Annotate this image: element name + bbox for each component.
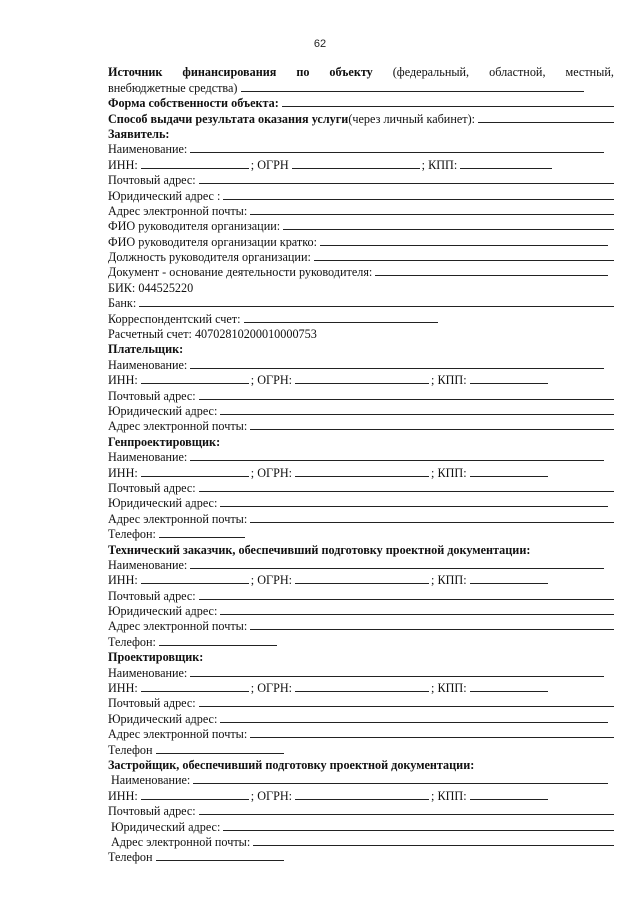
email-label: Адрес электронной почты: — [108, 511, 248, 526]
postal-label: Почтовый адрес: — [108, 480, 196, 495]
head-fio-short-label: ФИО руководителя организации кратко: — [108, 234, 318, 249]
designer-inn-field[interactable] — [141, 690, 249, 692]
funding-word: финансирования — [182, 65, 277, 80]
general-designer-email-field[interactable] — [250, 521, 614, 523]
payer-inn-field[interactable] — [141, 382, 249, 384]
applicant-email-field[interactable] — [250, 213, 614, 215]
name-label: Наименование: — [108, 557, 188, 572]
applicant-bank-field[interactable] — [139, 305, 614, 307]
general-designer-ids-line — [108, 464, 614, 479]
payer-name-line — [108, 356, 614, 371]
designer-phone-field[interactable] — [156, 752, 284, 754]
ogrn-label: ; ОГРН: — [250, 788, 293, 803]
developer-inn-field[interactable] — [141, 798, 249, 800]
applicant-email-line — [108, 203, 614, 218]
developer-phone-line — [108, 849, 614, 864]
developer-legal-line — [108, 818, 614, 833]
funding-word: местный, — [565, 65, 614, 80]
developer-email-field[interactable] — [253, 844, 614, 846]
email-label: Адрес электронной почты: — [108, 619, 248, 634]
applicant-postal-line — [108, 172, 614, 187]
payer-heading: Плательщик: — [108, 342, 184, 357]
payer-kpp-field[interactable] — [470, 382, 548, 384]
tech-customer-email-line — [108, 618, 614, 633]
kpp-label: ; КПП: — [431, 788, 467, 803]
general-designer-legal-field[interactable] — [220, 505, 608, 507]
inn-label: ИНН: — [108, 157, 138, 172]
designer-phone-line — [108, 741, 614, 756]
postal-label: Почтовый адрес: — [108, 696, 196, 711]
applicant-head-fio-field[interactable] — [283, 228, 614, 230]
head-fio-label: ФИО руководителя организации: — [108, 219, 281, 234]
email-label: Адрес электронной почты: — [108, 727, 248, 742]
designer-email-line — [108, 726, 614, 741]
developer-postal-line — [108, 803, 614, 818]
delivery-field[interactable] — [478, 121, 614, 123]
name-label: Наименование: — [108, 142, 188, 157]
inn-label: ИНН: — [108, 788, 138, 803]
payer-legal-line — [108, 403, 614, 418]
general-designer-phone-line — [108, 526, 614, 541]
applicant-head-fio-line — [108, 218, 614, 233]
applicant-head-fio-short-field[interactable] — [320, 244, 608, 246]
kpp-label: ; КПП: — [431, 681, 467, 696]
funding-label: внебюджетные средства) — [108, 80, 238, 95]
kpp-label: ; КПП: — [421, 157, 458, 172]
legal-label: Юридический адрес: — [108, 711, 218, 726]
tech-customer-postal-field[interactable] — [199, 598, 614, 600]
applicant-basis-doc-line — [108, 264, 614, 279]
payer-legal-field[interactable] — [220, 413, 614, 415]
applicant-legal-line — [108, 187, 614, 202]
name-label: Наименование: — [108, 665, 188, 680]
kpp-label: ; КПП: — [431, 373, 467, 388]
inn-label: ИНН: — [108, 373, 138, 388]
ogrn-label: ; ОГРН: — [250, 373, 293, 388]
general-designer-heading: Генпроектировщик: — [108, 434, 221, 449]
developer-legal-field[interactable] — [223, 829, 614, 831]
tech-customer-ids-line — [108, 572, 614, 587]
general-designer-phone-field[interactable] — [159, 536, 245, 538]
head-position-label: Должность руководителя организации: — [108, 250, 311, 265]
developer-phone-field[interactable] — [156, 859, 284, 861]
tech-customer-kpp-field[interactable] — [470, 582, 548, 584]
applicant-bank-line — [108, 295, 614, 310]
general-designer-name-line — [108, 449, 614, 464]
legal-label: Юридический адрес: — [111, 819, 221, 834]
designer-legal-line — [108, 710, 614, 725]
funding-word: (федеральный, — [392, 65, 470, 80]
developer-kpp-field[interactable] — [470, 798, 548, 800]
developer-email-line — [108, 834, 614, 849]
designer-email-field[interactable] — [250, 736, 614, 738]
applicant-inn-field[interactable] — [141, 167, 249, 169]
postal-label: Почтовый адрес: — [108, 173, 196, 188]
tech-customer-phone-line — [108, 633, 614, 648]
applicant-kpp-field[interactable] — [460, 167, 552, 169]
general-designer-email-line — [108, 510, 614, 525]
general-designer-postal-line — [108, 480, 614, 495]
payer-email-field[interactable] — [250, 428, 614, 430]
funding-word: объекту — [329, 65, 373, 80]
funding-word: по — [296, 65, 310, 80]
delivery-label-bold: Способ выдачи результата оказания услуги — [108, 111, 349, 126]
applicant-heading: Заявитель: — [108, 126, 170, 141]
developer-ids-line — [108, 787, 614, 802]
designer-name-line — [108, 664, 614, 679]
applicant-basis-doc-field[interactable] — [375, 274, 608, 276]
payer-ogrn-field[interactable] — [295, 382, 429, 384]
tech-customer-heading: Технический заказчик, обеспечивший подготовку проектной документации: — [108, 542, 531, 557]
phone-label: Телефон — [108, 850, 153, 865]
applicant-legal-field[interactable] — [223, 198, 614, 200]
developer-name-line — [108, 772, 614, 787]
ownership-line — [108, 95, 614, 110]
applicant-ids-line — [108, 156, 614, 171]
legal-label: Юридический адрес: — [108, 604, 218, 619]
name-label: Наименование: — [108, 357, 188, 372]
funding-word: Источник — [108, 65, 163, 80]
designer-kpp-field[interactable] — [470, 690, 548, 692]
designer-ogrn-field[interactable] — [295, 690, 429, 692]
designer-postal-field[interactable] — [199, 705, 614, 707]
applicant-bik-line — [108, 279, 614, 294]
funding-field[interactable] — [241, 90, 585, 92]
inn-label: ИНН: — [108, 681, 138, 696]
general-designer-postal-field[interactable] — [199, 490, 614, 492]
ogrn-label: ; ОГРН — [250, 157, 289, 172]
delivery-label-normal: (через личный кабинет): — [348, 111, 476, 126]
tech-customer-inn-field[interactable] — [141, 582, 249, 584]
kpp-label: ; КПП: — [431, 573, 467, 588]
tech-customer-legal-line — [108, 603, 614, 618]
developer-ogrn-field[interactable] — [295, 798, 429, 800]
applicant-account-line — [108, 326, 614, 341]
postal-label: Почтовый адрес: — [108, 388, 196, 403]
payer-postal-line — [108, 387, 614, 402]
ogrn-label: ; ОГРН: — [250, 681, 293, 696]
developer-name-field[interactable] — [193, 782, 608, 784]
kpp-label: ; КПП: — [431, 465, 467, 480]
page-number: 62 — [313, 38, 327, 50]
designer-name-field[interactable] — [190, 675, 604, 677]
basis-doc-label: Документ - основание деятельности руководителя: — [108, 265, 373, 280]
designer-postal-line — [108, 695, 614, 710]
email-label: Адрес электронной почты: — [111, 834, 251, 849]
payer-ids-line — [108, 372, 614, 387]
phone-label: Телефон: — [108, 634, 156, 649]
legal-label: Юридический адрес : — [108, 188, 221, 203]
postal-label: Почтовый адрес: — [108, 588, 196, 603]
designer-legal-field[interactable] — [220, 721, 608, 723]
payer-email-line — [108, 418, 614, 433]
payer-postal-field[interactable] — [199, 398, 614, 400]
tech-customer-email-field[interactable] — [250, 628, 614, 630]
account-label: Расчетный счет: 40702810200010000753 — [108, 327, 317, 342]
designer-heading: Проектировщик: — [108, 650, 204, 665]
applicant-name-field[interactable] — [190, 151, 604, 153]
ownership-field[interactable] — [282, 105, 614, 107]
ogrn-label: ; ОГРН: — [250, 465, 293, 480]
general-designer-ogrn-field[interactable] — [295, 475, 429, 477]
general-designer-kpp-field[interactable] — [470, 475, 548, 477]
tech-customer-name-line — [108, 557, 614, 572]
applicant-corr-field[interactable] — [244, 321, 438, 323]
email-label: Адрес электронной почты: — [108, 203, 248, 218]
inn-label: ИНН: — [108, 465, 138, 480]
general-designer-name-field[interactable] — [190, 459, 604, 461]
funding-line-1 — [108, 64, 614, 79]
applicant-name-line — [108, 141, 614, 156]
ogrn-label: ; ОГРН: — [250, 573, 293, 588]
funding-line-2 — [108, 79, 614, 94]
applicant-head-position-field[interactable] — [314, 259, 614, 261]
applicant-postal-field[interactable] — [199, 182, 614, 184]
funding-word: областной, — [489, 65, 546, 80]
payer-name-field[interactable] — [190, 367, 604, 369]
legal-label: Юридический адрес: — [108, 496, 218, 511]
developer-heading: Застройщик, обеспечивший подготовку проектной документации: — [108, 757, 475, 772]
name-label: Наименование: — [111, 773, 191, 788]
bik-label: БИК: 044525220 — [108, 280, 194, 295]
tech-customer-ogrn-field[interactable] — [295, 582, 429, 584]
tech-customer-phone-field[interactable] — [159, 644, 277, 646]
delivery-line — [108, 110, 614, 125]
designer-ids-line — [108, 680, 614, 695]
ownership-label: Форма собственности объекта: — [108, 96, 279, 111]
postal-label: Почтовый адрес: — [108, 804, 196, 819]
applicant-head-position-line — [108, 249, 614, 264]
general-designer-inn-field[interactable] — [141, 475, 249, 477]
phone-label: Телефон — [108, 742, 153, 757]
tech-customer-name-field[interactable] — [190, 567, 604, 569]
form-body — [108, 64, 614, 864]
applicant-ogrn-field[interactable] — [292, 167, 420, 169]
name-label: Наименование: — [108, 450, 188, 465]
tech-customer-postal-line — [108, 587, 614, 602]
developer-postal-field[interactable] — [199, 813, 614, 815]
email-label: Адрес электронной почты: — [108, 419, 248, 434]
legal-label: Юридический адрес: — [108, 403, 218, 418]
applicant-head-fio-short-line — [108, 233, 614, 248]
phone-label: Телефон: — [108, 527, 156, 542]
tech-customer-legal-field[interactable] — [220, 613, 614, 615]
bank-label: Банк: — [108, 296, 137, 311]
general-designer-legal-line — [108, 495, 614, 510]
applicant-corr-line — [108, 310, 614, 325]
inn-label: ИНН: — [108, 573, 138, 588]
corr-label: Корреспондентский счет: — [108, 311, 241, 326]
